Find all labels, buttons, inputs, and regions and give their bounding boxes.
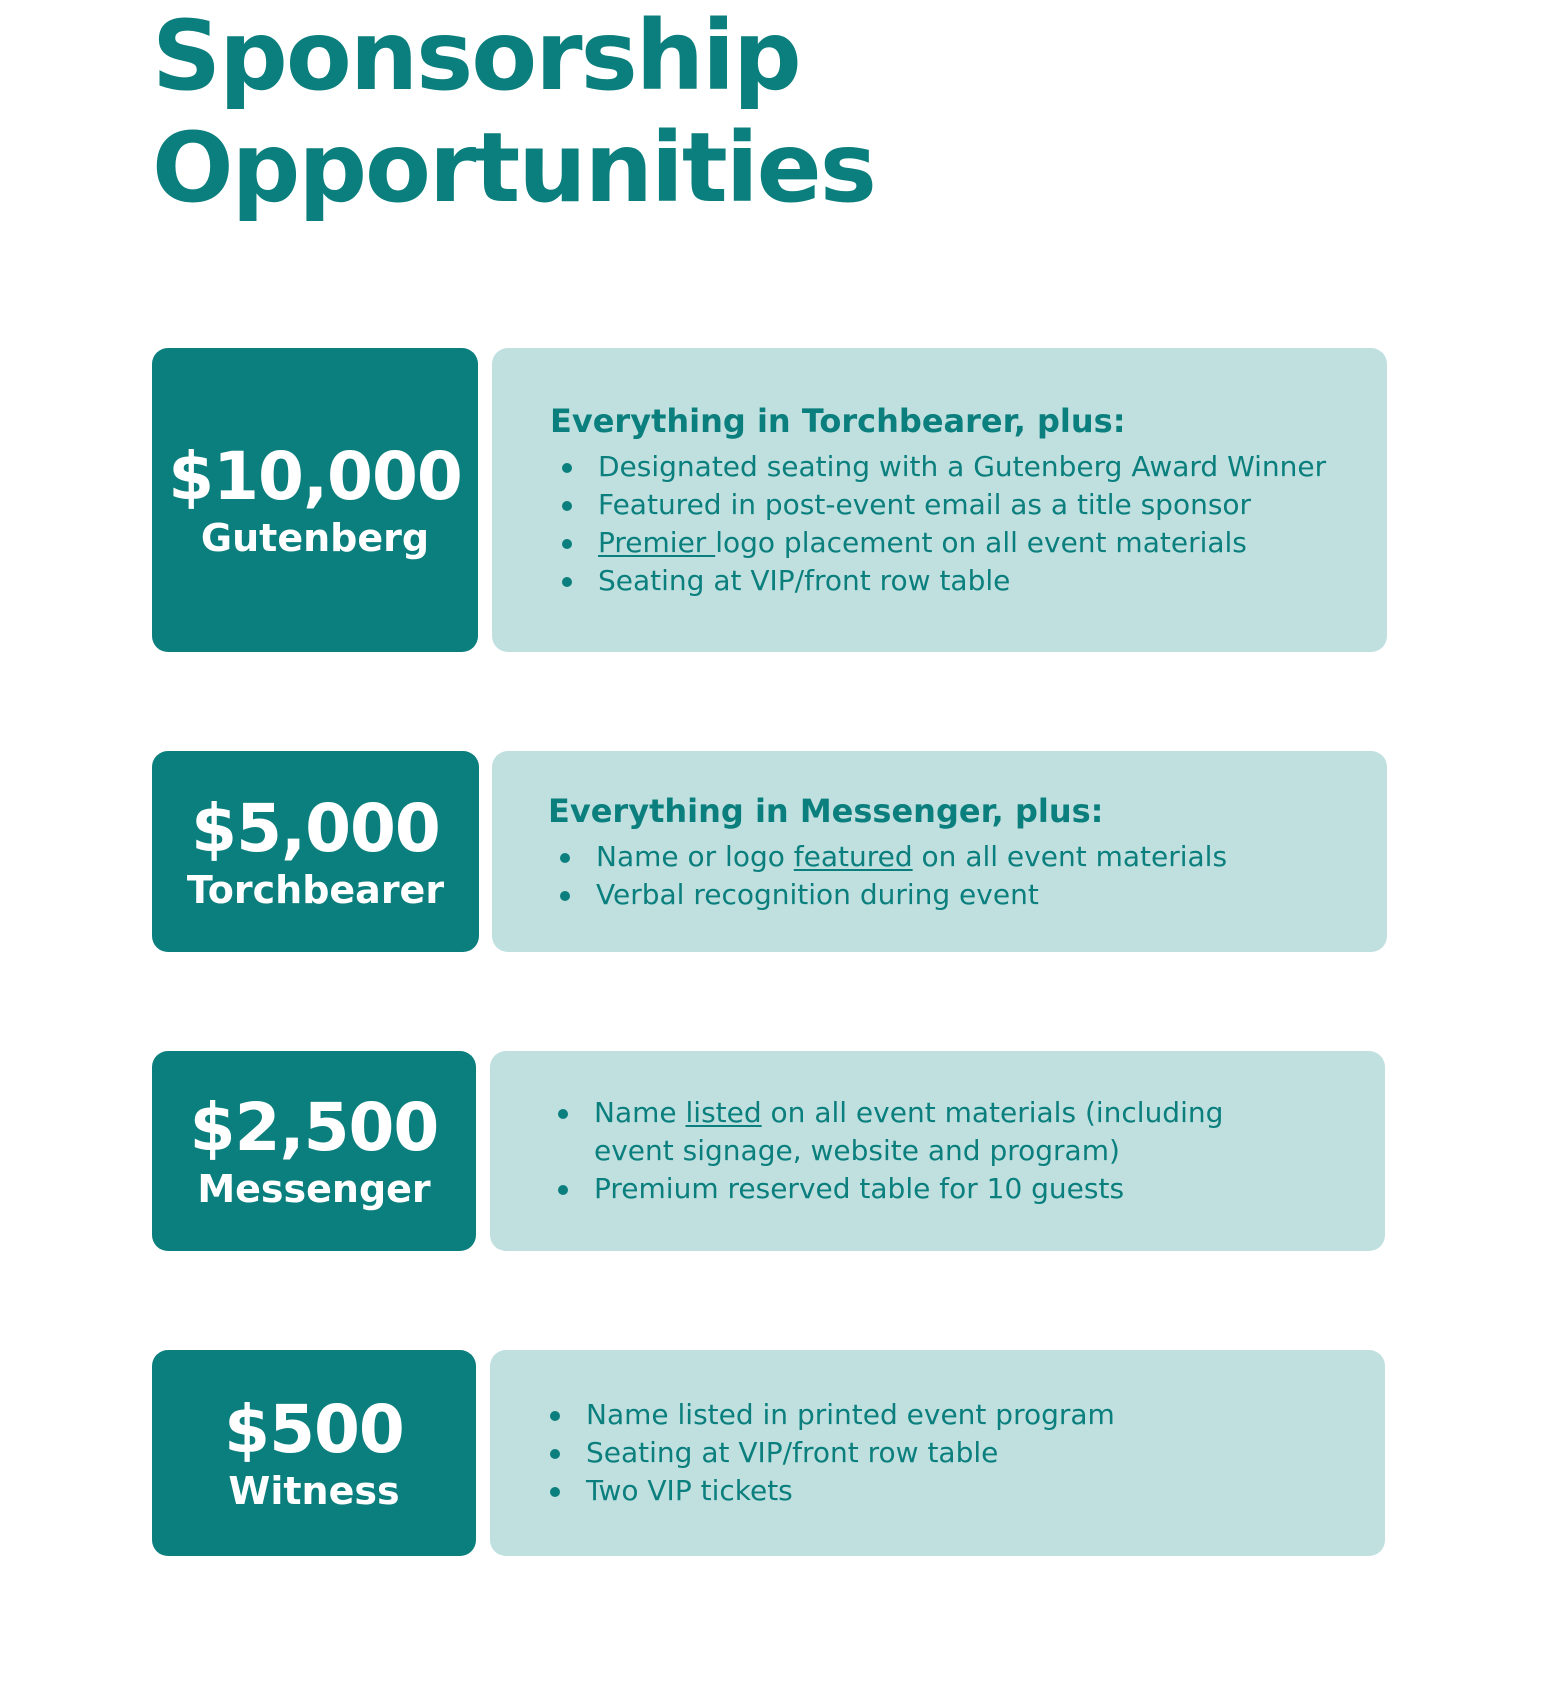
benefits-list (550, 448, 1347, 600)
tier-name: Torchbearer (186, 867, 445, 912)
benefits-list (546, 1094, 1235, 1208)
benefit-underlined-text: featured (793, 839, 913, 873)
tier-messenger-box (152, 1051, 476, 1251)
benefit-item: Seating at VIP/front row table (538, 1434, 1345, 1472)
tier-torchbearer-box (152, 751, 479, 952)
benefit-item: Designated seating with a Gutenberg Award Winner (550, 448, 1347, 486)
benefits-list (548, 838, 1347, 914)
tier-amount: $5,000 (191, 789, 440, 867)
benefit-underlined-text: listed (685, 1096, 762, 1129)
benefit-item: Name listed in printed event program (538, 1396, 1345, 1434)
page-title (152, 0, 875, 224)
tier-witness-box (152, 1350, 476, 1556)
benefit-item: Premium reserved table for 10 guests (546, 1170, 1235, 1208)
tier-witness-benefits (490, 1350, 1385, 1556)
benefit-item: Featured in post-event email as a title sponsor (550, 486, 1347, 524)
benefit-item: Verbal recognition during event (548, 876, 1347, 914)
page-title-line-1: Sponsorship (152, 0, 800, 112)
tier-amount: $10,000 (168, 438, 462, 515)
tier-name: Messenger (197, 1167, 431, 1211)
benefits-heading: Everything in Torchbearer, plus: (550, 402, 1126, 440)
benefit-item: Name listed on all event materials (including event signage, website and program) (546, 1094, 1235, 1170)
tier-gutenberg-box (152, 348, 478, 652)
tier-gutenberg-benefits (492, 348, 1387, 652)
benefits-list (538, 1396, 1345, 1510)
tier-amount: $2,500 (189, 1089, 439, 1166)
page-title-line-2: Opportunities (152, 112, 875, 224)
benefit-underlined-text: Premier (598, 526, 716, 559)
benefit-item: Name or logo featured on all event materials (548, 838, 1347, 876)
tier-name: Gutenberg (200, 516, 430, 560)
tier-torchbearer-benefits (492, 751, 1387, 952)
tier-messenger-benefits (490, 1051, 1385, 1251)
benefit-item: Seating at VIP/front row table (550, 562, 1347, 600)
tier-name: Witness (228, 1469, 400, 1513)
benefits-heading: Everything in Messenger, plus: (548, 791, 1104, 830)
benefit-item: Two VIP tickets (538, 1472, 1345, 1510)
tier-amount: $500 (224, 1391, 404, 1468)
benefit-item: Premier logo placement on all event materials (550, 524, 1347, 562)
